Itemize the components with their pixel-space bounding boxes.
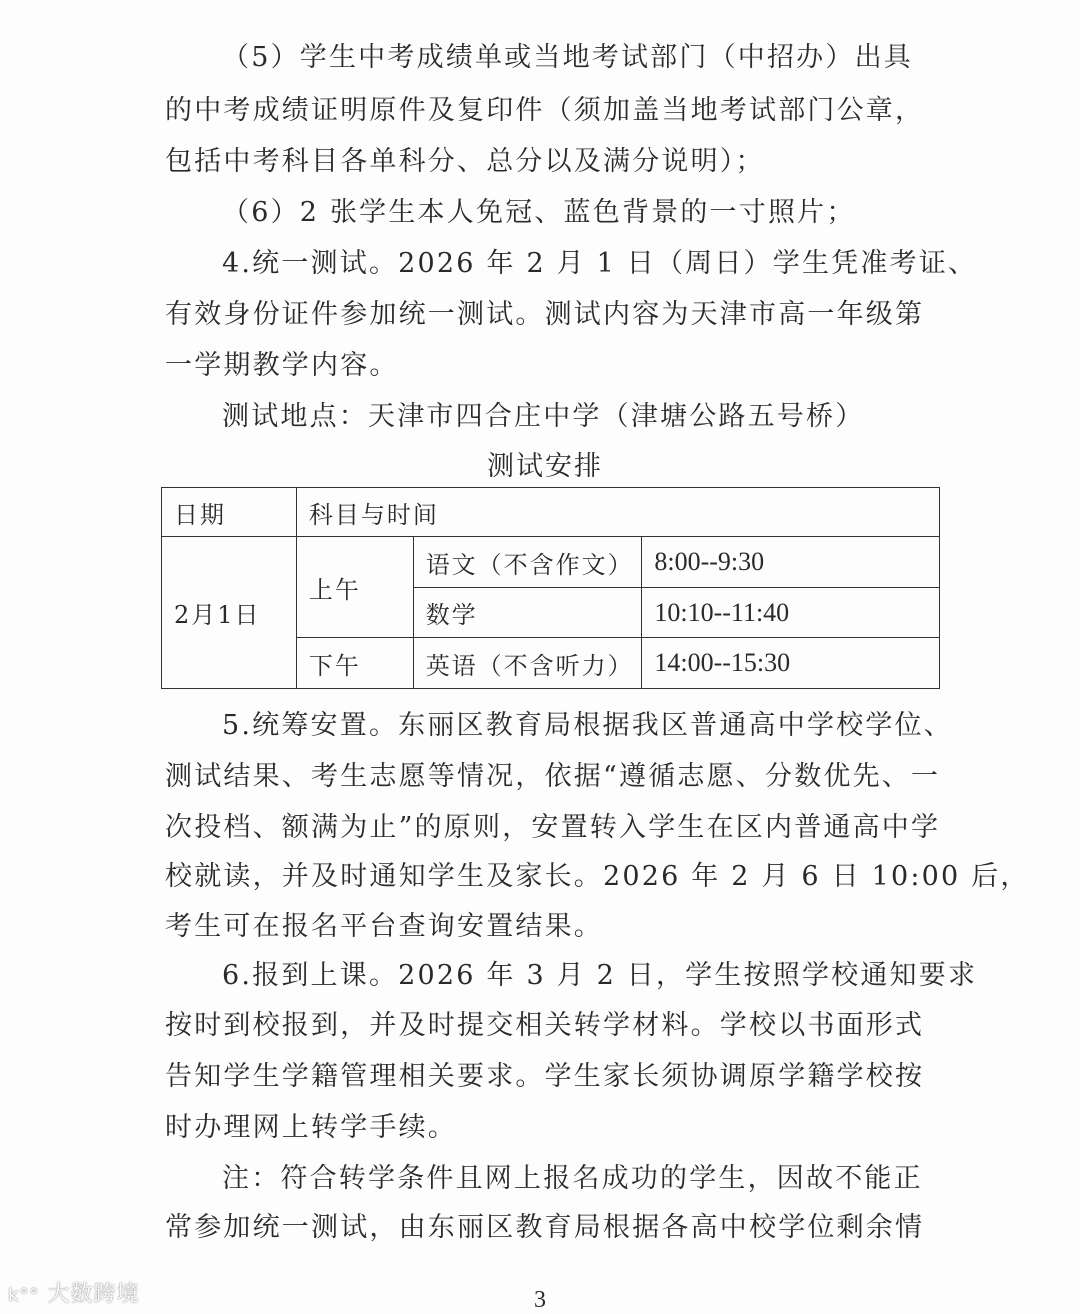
time-cell: 14:00--15:30 <box>642 638 940 689</box>
paragraph-line: 的中考成绩证明原件及复印件（须加盖当地考试部门公章， <box>165 95 925 126</box>
page-number: 3 <box>534 1287 546 1313</box>
paragraph-line: 5.统筹安置。东丽区教育局根据我区普通高中学校学位、 <box>222 710 953 741</box>
watermark <box>8 1277 139 1308</box>
paragraph-line: 考生可在报名平台查询安置结果。 <box>165 911 603 942</box>
note-line: 常参加统一测试，由东丽区教育局根据各高中校学位剩余情 <box>165 1212 925 1243</box>
paragraph-line: 4.统一测试。2026 年 2 月 1 日（周日）学生凭准考证、 <box>222 248 978 279</box>
paragraph-line: 测试结果、考生志愿等情况，依据“遵循志愿、分数优先、一 <box>165 761 941 792</box>
note-line: 注：符合转学条件且网上报名成功的学生，因故不能正 <box>222 1163 923 1194</box>
time-cell: 8:00--9:30 <box>642 537 940 588</box>
paragraph-line: 时办理网上转学手续。 <box>165 1112 457 1143</box>
subject-cell: 英语（不含听力） <box>413 638 642 689</box>
header-subject-time: 科目与时间 <box>296 488 939 537</box>
table-header-row <box>162 488 940 537</box>
schedule-table <box>161 487 940 689</box>
paragraph-line: 按时到校报到，并及时提交相关转学材料。学校以书面形式 <box>165 1010 925 1041</box>
paragraph-line: 6.报到上课。2026 年 3 月 2 日，学生按照学校通知要求 <box>222 960 978 991</box>
watermark-text: 大数跨境 <box>47 1282 140 1307</box>
header-date: 日期 <box>162 488 297 537</box>
paragraph-line: 告知学生学籍管理相关要求。学生家长须协调原学籍学校按 <box>165 1061 925 1092</box>
paragraph-line: 校就读，并及时通知学生及家长。2026 年 2 月 6 日 10:00 后， <box>165 861 1030 892</box>
table-caption: 测试安排 <box>487 451 603 482</box>
test-location-line: 测试地点：天津市四合庄中学（津塘公路五号桥） <box>222 401 865 432</box>
period-cell: 上午 <box>296 537 413 638</box>
paragraph-line: 次投档、额满为止”的原则，安置转入学生在区内普通高中学 <box>165 812 941 843</box>
subject-cell: 语文（不含作文） <box>413 537 642 588</box>
subject-cell: 数学 <box>413 588 642 638</box>
period-cell: 下午 <box>296 638 413 689</box>
paragraph-line: （6）2 张学生本人免冠、蓝色背景的一寸照片； <box>222 197 856 228</box>
paragraph-line: （5）学生中考成绩单或当地考试部门（中招办）出具 <box>222 42 913 73</box>
date-cell: 2月1日 <box>162 537 297 689</box>
k-oo-logo-icon: k°° <box>8 1285 40 1306</box>
paragraph-line: 有效身份证件参加统一测试。测试内容为天津市高一年级第 <box>165 299 925 330</box>
paragraph-line: 包括中考科目各单科分、总分以及满分说明）； <box>165 146 765 177</box>
paragraph-line: 一学期教学内容。 <box>165 350 399 381</box>
time-cell: 10:10--11:40 <box>642 588 940 638</box>
table-row <box>162 537 940 588</box>
